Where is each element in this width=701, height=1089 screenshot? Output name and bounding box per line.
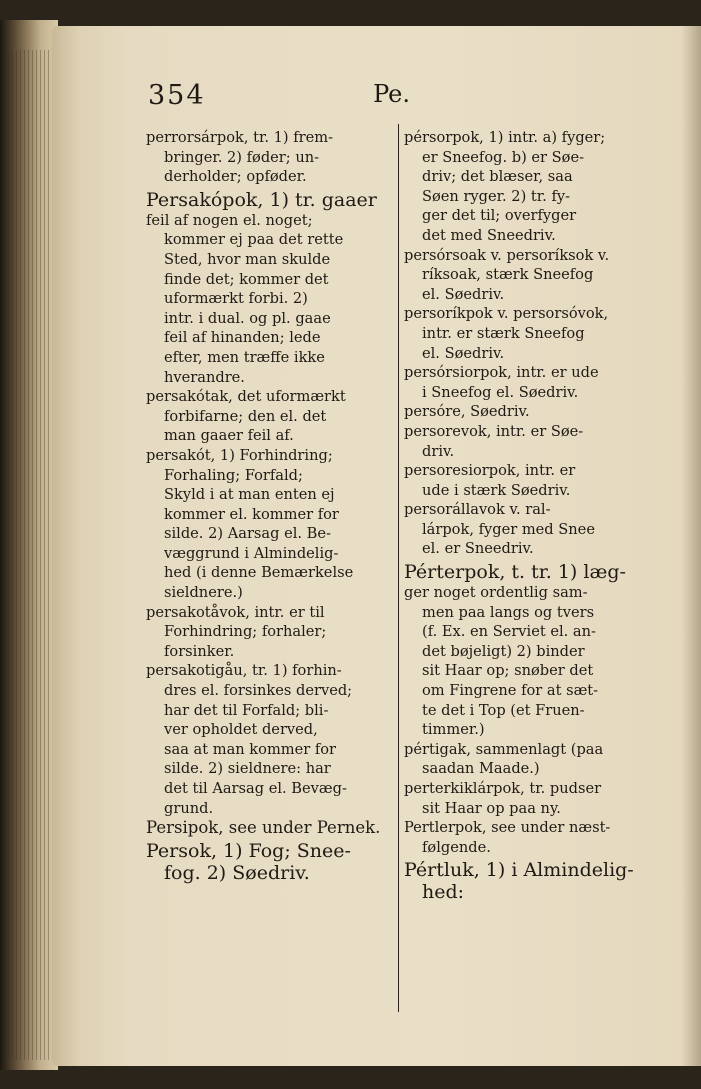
entry-line: silde. 2) Aarsag el. Be- (164, 525, 331, 543)
column-divider (398, 124, 399, 1012)
dictionary-entry (404, 402, 652, 422)
dictionary-entry (404, 779, 652, 818)
entry-line: Pértluk, 1) i Almindelig- (404, 859, 634, 882)
entry-line: Persakópok, 1) tr. gaaer (146, 188, 377, 211)
entry-line: persakotigåu, tr. 1) forhin- (146, 662, 342, 680)
dictionary-entry (404, 422, 652, 461)
entry-line: følgende. (422, 838, 491, 856)
dictionary-entry (404, 818, 652, 857)
entry-line: kommer el. kommer for (164, 505, 339, 523)
left-column (146, 128, 392, 884)
dictionary-entry (404, 859, 652, 903)
dictionary-entry (404, 583, 652, 740)
dictionary-entry (404, 561, 652, 583)
dictionary-entry (146, 661, 392, 818)
entry-line: finde det; kommer det (164, 270, 329, 288)
entry-line: intr. i dual. og pl. gaae (164, 309, 331, 327)
entry-line: dres el. forsinkes derved; (164, 682, 353, 700)
entry-line: timmer.) (422, 721, 485, 739)
entry-line: forsinker. (164, 642, 235, 660)
entry-line: pértigak, sammenlagt (paa (404, 740, 604, 758)
entry-line: te det i Top (et Fruen- (422, 701, 585, 719)
dictionary-entry (404, 304, 652, 363)
dictionary-entry (404, 461, 652, 500)
entry-line: driv. (422, 442, 455, 460)
entry-line: men paa langs og tvers (422, 603, 595, 621)
entry-line: det til Aarsag el. Bevæg- (164, 780, 347, 797)
dictionary-entry (146, 211, 392, 387)
entry-line: silde. 2) sieldnere: har (164, 760, 331, 778)
entry-line: Skyld i at man enten ej (164, 486, 335, 504)
running-head: Pe. (373, 80, 410, 108)
entry-line: pérsorpok, 1) intr. a) fyger; (404, 129, 606, 146)
entry-line: Søen ryger. 2) tr. fy- (422, 187, 571, 205)
entry-line: el. Søedriv. (422, 344, 505, 362)
page-header (148, 80, 410, 120)
dictionary-entry (404, 500, 652, 559)
entry-line: Pérterpok, t. tr. 1) læg- (404, 561, 626, 584)
page-number: 354 (148, 80, 206, 111)
dictionary-entry (146, 446, 392, 603)
dictionary-entry (404, 740, 652, 779)
entry-line: kommer ej paa det rette (164, 231, 344, 249)
entry-line: Sted, hvor man skulde (164, 250, 331, 268)
entry-line: persorevok, intr. er Søe- (404, 422, 584, 440)
entry-line: i Sneefog el. Søedriv. (422, 383, 579, 401)
entry-line: sit Haar op paa ny. (422, 799, 561, 817)
dictionary-entry (146, 128, 392, 187)
entry-line: sieldnere.) (164, 584, 243, 602)
entry-line: feil af hinanden; lede (164, 329, 321, 347)
dictionary-entry (404, 363, 652, 402)
entry-line: derholder; opføder. (164, 168, 307, 186)
entry-line: hverandre. (164, 368, 245, 386)
entry-line: hed: (422, 881, 465, 904)
entry-line: sit Haar op; snøber det (422, 662, 594, 680)
entry-line: ver opholdet derved, (164, 721, 318, 739)
entry-line: lárpok, fyger med Snee (422, 520, 595, 538)
entry-line: persakotåvok, intr. er til (146, 603, 325, 621)
page-stack-lines (8, 50, 52, 1060)
entry-line: ríksoak, stærk Sneefog (422, 266, 594, 284)
entry-line: persoresiorpok, intr. er (404, 462, 576, 480)
entry-line: persóre, Søedriv. (404, 403, 530, 421)
entry-line: Forhaling; Forfald; (164, 466, 303, 484)
entry-line: efter, men træffe ikke (164, 348, 325, 366)
entry-line: perterkiklárpok, tr. pudser (404, 780, 602, 797)
dictionary-entry (146, 818, 392, 838)
dictionary-entry (146, 189, 392, 211)
entry-line: persakótak, det uformærkt (146, 388, 346, 406)
entry-line: er Sneefog. b) er Søe- (422, 148, 585, 166)
dictionary-entry (146, 840, 392, 884)
entry-line: persórsiorpok, intr. er ude (404, 364, 599, 382)
entry-line: bringer. 2) føder; un- (164, 148, 320, 166)
entry-line: ger det til; overfyger (422, 207, 577, 225)
entry-line: fog. 2) Søedriv. (164, 861, 310, 884)
entry-line: Pertlerpok, see under næst- (404, 819, 611, 837)
entry-line: (f. Ex. en Serviet el. an- (422, 623, 596, 641)
entry-line: Persok, 1) Fog; Snee- (146, 839, 351, 862)
right-column (404, 128, 652, 903)
entry-line: persoríkpok v. persorsóvok, (404, 305, 609, 323)
book-spine-edge (0, 20, 58, 1070)
entry-line: perrorsárpok, tr. 1) frem- (146, 129, 334, 146)
entry-line: det med Sneedriv. (422, 226, 556, 244)
entry-line: driv; det blæser, saa (422, 168, 573, 186)
entry-line: saadan Maade.) (422, 760, 540, 778)
entry-line: Forhindring; forhaler; (164, 623, 327, 641)
entry-line: om Fingrene for at sæt- (422, 682, 599, 700)
entry-line: det bøjeligt) 2) binder (422, 642, 585, 660)
entry-line: forbifarne; den el. det (164, 407, 327, 425)
entry-line: væggrund i Almindelig- (164, 544, 339, 562)
entry-line: el. Søedriv. (422, 285, 505, 303)
entry-line: intr. er stærk Sneefog (422, 324, 585, 342)
entry-line: saa at man kommer for (164, 740, 337, 758)
entry-line: har det til Forfald; bli- (164, 701, 329, 719)
entry-line: feil af nogen el. noget; (146, 211, 313, 229)
entry-line: grund. (164, 799, 214, 817)
entry-line: hed (i denne Bemærkelse (164, 564, 354, 582)
entry-line: ger noget ordentlig sam- (404, 584, 588, 602)
dictionary-entry (404, 246, 652, 305)
entry-line: Persipok, see under Pernek. (146, 818, 381, 838)
dictionary-entry (404, 128, 652, 246)
entry-line: uformærkt forbi. 2) (164, 290, 308, 308)
dictionary-entry (146, 387, 392, 446)
entry-line: man gaaer feil af. (164, 427, 294, 445)
entry-line: persórsoak v. persoríksok v. (404, 246, 610, 264)
dictionary-entry (146, 603, 392, 662)
entry-line: persakót, 1) Forhindring; (146, 446, 333, 464)
entry-line: ude i stærk Søedriv. (422, 481, 571, 499)
page-shadow (681, 26, 701, 1066)
entry-line: el. er Sneedriv. (422, 540, 534, 558)
entry-line: persorállavok v. ral- (404, 501, 551, 519)
